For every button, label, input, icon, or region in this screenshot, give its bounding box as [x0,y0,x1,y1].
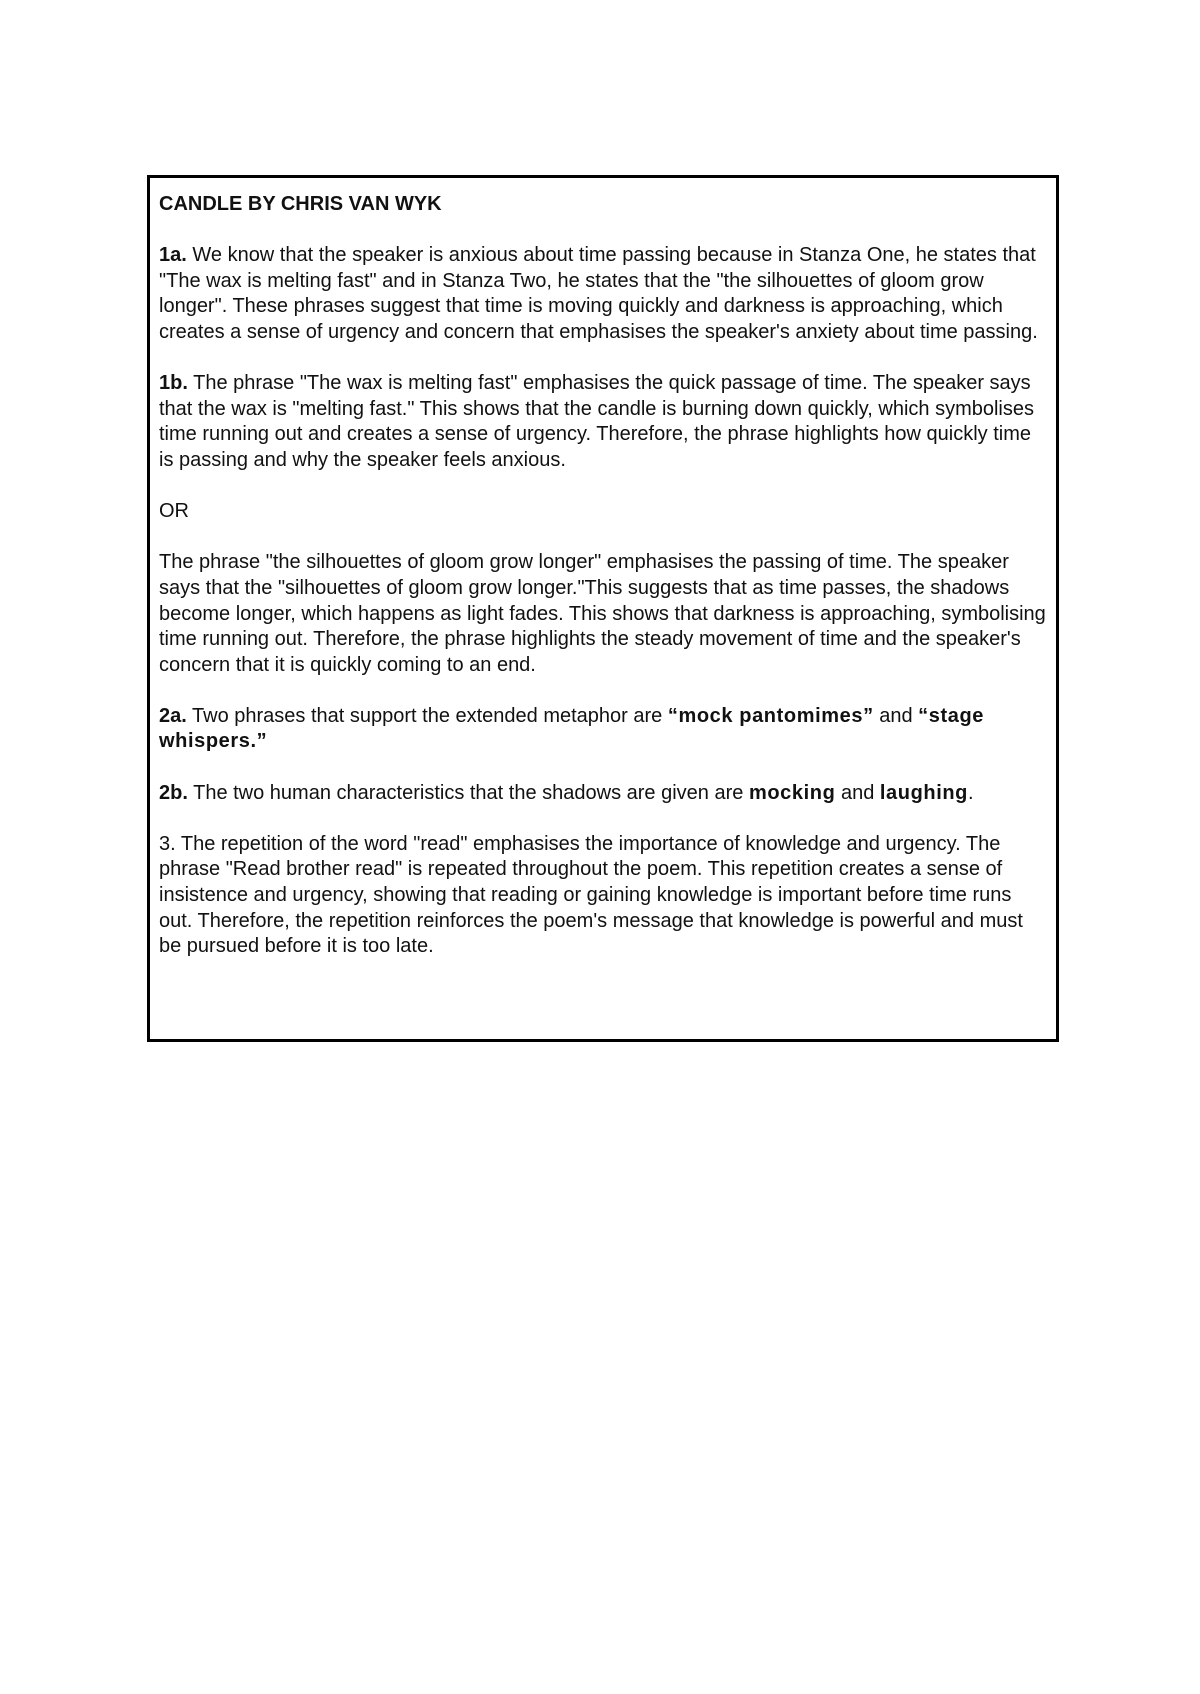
or-separator: OR [159,500,189,523]
answer-box [147,175,1059,1042]
document-title: CANDLE BY CHRIS VAN WYK [159,193,442,215]
answer-2b [159,781,1046,807]
question-label-1a: 1a. [159,244,187,267]
answer-1b-alternative: The phrase "the silhouettes of gloom grow longer" emphasises the passing of time. The speaker says that the "silhouettes of gloom grow longer."This suggests that as time passes, the shadows become longer, which happens as light fades. This shows that darkness is approaching, symbolising time running out. Therefore, the phrase highlights the steady movement of time and the speaker's concern that it is quickly coming to an end. [159,551,1046,676]
answer-1a-text: We know that the speaker is anxious about time passing because in Stanza One, he states that "The wax is melting fast" and in Stanza Two, he states that the "the silhouettes of gloom grow longer". These phrases suggest that time is moving quickly and darkness is approaching, which creates a sense of urgency and concern that emphasises the speaker's anxiety about time passing. [159,244,1038,343]
answer-1b [159,371,1046,473]
answer-2a-text-before: Two phrases that support the extended metaphor are [186,704,668,727]
answer-2b-text-between: and [835,781,880,804]
answer-2a-text-between: and [873,704,919,727]
answer-3: 3. The repetition of the word "read" emphasises the importance of knowledge and urgency. The phrase "Read brother read" is repeated throughout the poem. This repetition creates a sense of insistence and urgency, showing that reading or gaining knowledge is important before time runs out. Therefore, the repetition reinforces the poem's message that knowledge is powerful and must be pursued before it is too late. [159,832,1023,958]
question-label-2b: 2b. [159,781,188,804]
question-label-1b: 1b. [159,372,188,395]
answer-2b-text-before: The two human characteristics that the shadows are given are [187,781,749,804]
answer-2a-phrase-1: “mock pantomimes” [667,704,874,727]
answer-2b-word-2: laughing [879,781,968,804]
answer-2a-phrase-2: “stage whispers.” [159,704,985,753]
answer-2b-word-1: mocking [748,781,836,804]
answer-1b-text: The phrase "The wax is melting fast" emphasises the quick passage of time. The speaker says that the wax is "melting fast." This shows that the candle is burning down quickly, which symbolises time running out and creates a sense of urgency. Therefore, the phrase highlights how quickly time is passing and why the speaker feels anxious. [159,372,1034,471]
answer-1a [159,243,1046,345]
question-label-2a: 2a. [159,704,187,727]
answer-2a [159,704,1046,755]
answer-2b-text-after: . [968,781,974,804]
